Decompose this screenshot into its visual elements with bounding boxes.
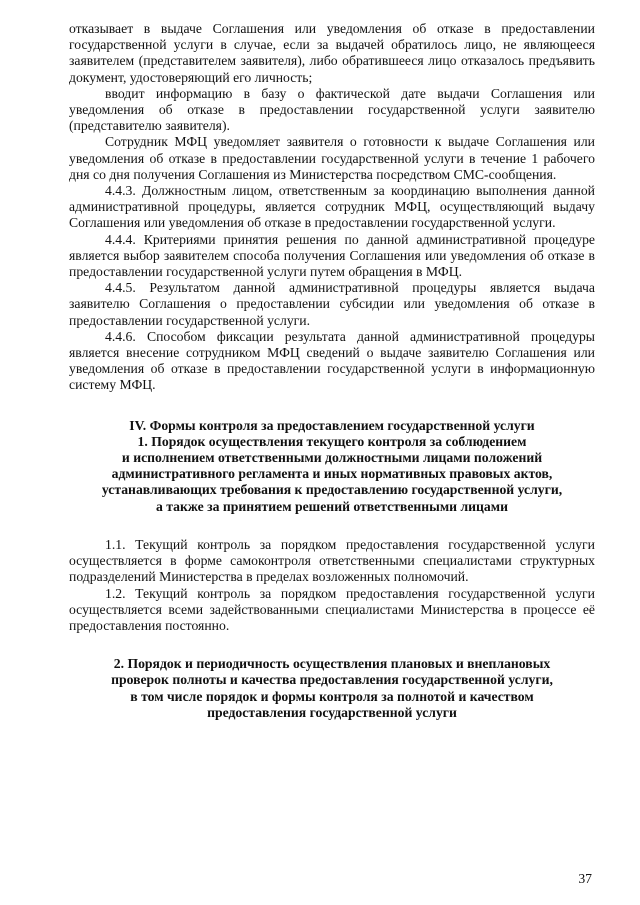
subsection-heading-line: в том числе порядок и формы контроля за полнотой и качеством bbox=[130, 688, 534, 704]
section-heading bbox=[69, 418, 595, 515]
section-heading-line: 1. Порядок осуществления текущего контроля за соблюдением bbox=[137, 433, 527, 449]
paragraph-4-4-6: 4.4.6. Способом фиксации результата данной административной процедуры является внесение сотрудником МФЦ сведений о выдаче заявителю Соглашения или уведомления об отказе в предоставлении государственной услуги в информационную систему МФЦ. bbox=[69, 328, 595, 393]
section-heading-line: устанавливающих требования к предоставлению государственной услуги, bbox=[101, 482, 563, 498]
subsection-heading-line: 2. Порядок и периодичность осуществления плановых и внеплановых bbox=[113, 656, 551, 672]
page-number: 37 bbox=[578, 871, 592, 886]
paragraph-refusal: отказывает в выдаче Соглашения или уведомления об отказе в предоставлении государственной услуги в случае, если за выдачей обратилось лицо, не являющееся заявителем (представителем заявителя), либо обратившееся лицо отказалось предъявить документ, удостоверяющий его личность; bbox=[69, 21, 595, 85]
document-page bbox=[69, 21, 595, 721]
paragraph-4-4-4: 4.4.4. Критериями принятия решения по данной административной процедуре является выбор заявителем способа получения Соглашения или уведомления об отказе в предоставлении государственной услуги путем обращения в МФЦ. bbox=[69, 231, 595, 280]
paragraph-1-1: 1.1. Текущий контроль за порядком предоставления государственной услуги осуществляется в форме самоконтроля ответственными специалистами структурных подразделений Министерства в пределах возложенных полномочий. bbox=[69, 536, 595, 585]
paragraph-4-4-3: 4.4.3. Должностным лицом, ответственным за координацию выполнения данной административной процедуры, является сотрудник МФЦ, осуществляющий выдачу Соглашения или уведомления об отказе в предоставлении государственной услуги. bbox=[69, 183, 595, 231]
section-heading-line: и исполнением ответственными должностными лицами положений bbox=[121, 450, 543, 466]
section-heading-line: административного регламента и иных нормативных правовых актов, bbox=[111, 466, 553, 482]
section-heading-line: а также за принятием решений ответственными лицами bbox=[155, 498, 508, 514]
subsection-heading-line: проверок полноты и качества предоставления государственной услуги, bbox=[111, 672, 553, 688]
subsection-heading-line: предоставления государственной услуги bbox=[207, 704, 457, 720]
subsection-heading bbox=[69, 656, 595, 721]
paragraph-4-4-5: 4.4.5. Результатом данной административной процедуры является выдача заявителю Соглашения о предоставлении субсидии или уведомления об отказе в предоставлении государственной услуги. bbox=[69, 280, 595, 328]
paragraph-database-entry: вводит информацию в базу о фактической дате выдачи Соглашения или уведомления об отказе в предоставлении государственной услуги заявителю (представителю заявителя). bbox=[69, 85, 595, 134]
paragraph-sms-notification: Сотрудник МФЦ уведомляет заявителя о готовности к выдаче Соглашения или уведомления об отказе в предоставлении государственной услуги в течение 1 рабочего дня со дня получения Соглашения из Министерства посредством СМС-сообщения. bbox=[69, 134, 595, 182]
section-heading-line: IV. Формы контроля за предоставлением государственной услуги bbox=[129, 417, 535, 433]
paragraph-1-2: 1.2. Текущий контроль за порядком предоставления государственной услуги осуществляется всеми задействованными специалистами Министерства в процессе её предоставления постоянно. bbox=[69, 585, 595, 633]
